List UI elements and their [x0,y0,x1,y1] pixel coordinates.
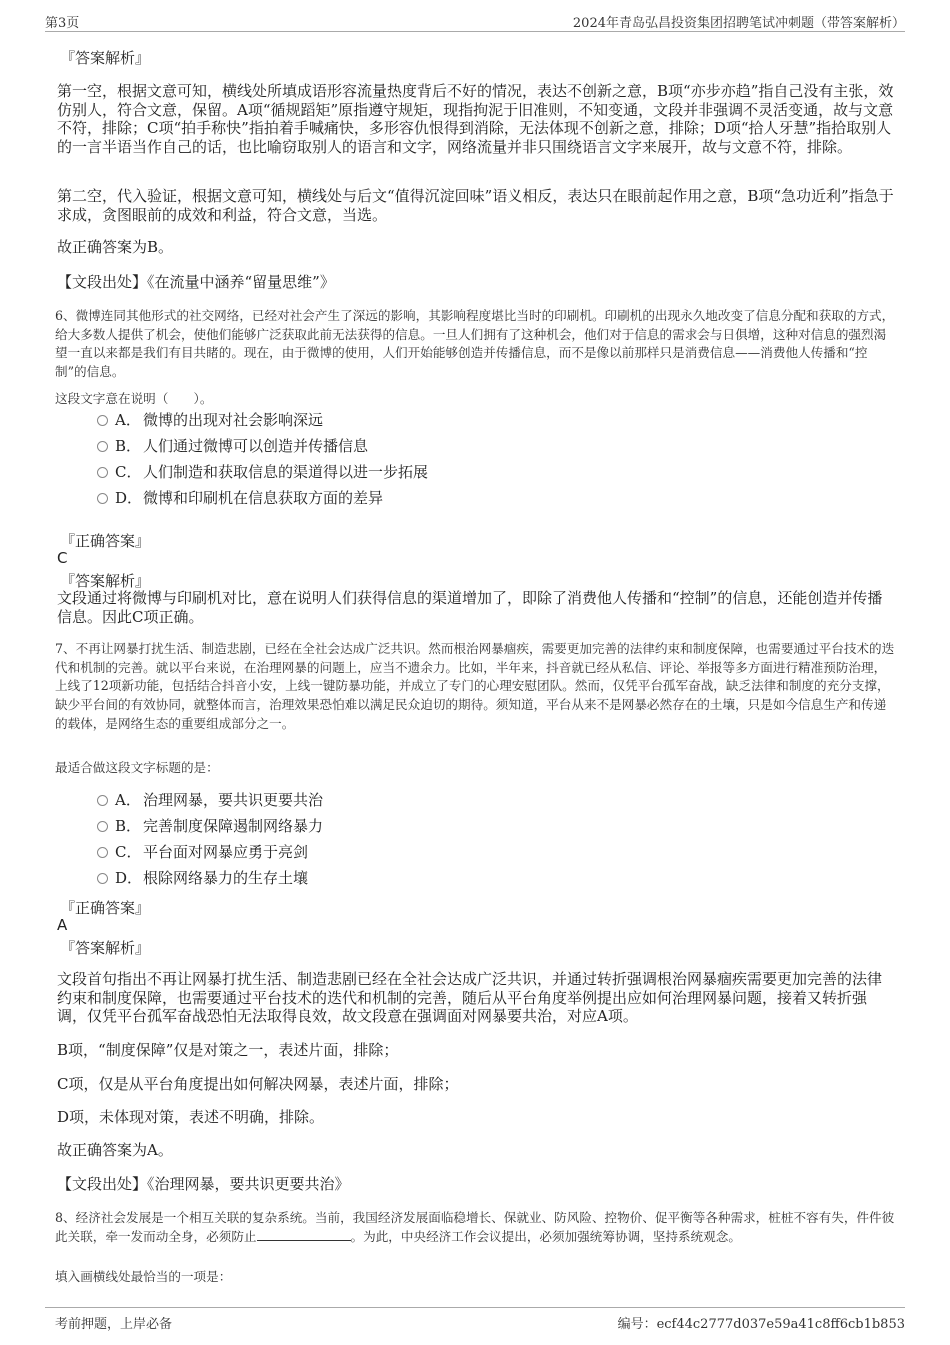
q8-passage-part1: 8、经济社会发展是一个相互关联的复杂系统。当前，我国经济发展面临稳增长、保就业、防风险、控物价、促平衡等各种需求，桩桩不容有失，件件彼此关联，牵一发而动全身，必须防止 [55,1210,895,1244]
option-letter: B． [115,817,142,835]
q6-option-b[interactable] [97,436,368,456]
option-text: 人们通过微博可以创造并传播信息 [143,437,369,455]
radio-icon[interactable] [97,441,108,452]
q7-option-a[interactable] [97,790,323,810]
q7-conclusion: 故正确答案为A。 [57,1141,173,1159]
footer-id: 编号：ecf44c2777d037e59a41c8ff6cb1b853 [617,1317,905,1332]
q5-conclusion: 故正确答案为B。 [57,238,174,256]
q5-source: 【文段出处】《在流量中涵养“留量思维”》 [57,273,335,291]
q7-answer: A [57,916,68,934]
option-text: 微博和印刷机在信息获取方面的差异 [143,489,384,507]
header-divider [45,31,905,32]
radio-icon[interactable] [97,493,108,504]
q6-answer: C [57,549,68,567]
option-text: 完善制度保障遏制网络暴力 [143,817,324,835]
option-text: 平台面对网暴应勇于亮剑 [143,843,309,861]
option-text: 治理网暴，要共识更要共治 [143,791,324,809]
q7-stem: 最适合做这段文字标题的是： [55,760,219,775]
option-letter: D． [115,869,143,887]
q6-option-a[interactable] [97,410,323,430]
option-letter: C． [115,463,142,481]
q6-option-c[interactable] [97,462,428,482]
option-letter: C． [115,843,142,861]
q5-analysis-label: 『答案解析』 [60,49,151,67]
q7-source: 【文段出处】《治理网暴，要共识更要共治》 [57,1175,350,1193]
q8-passage [55,1209,895,1246]
q7-analysis: 文段首句指出不再让网暴打扰生活、制造悲剧已经在全社会达成广泛共识，并通过转折强调根治网暴痼疾需要更加完善的法律约束和制度保障，也需要通过平台技术的迭代和机制的完善，随后从平台角度举例提出应如何治理网暴问题，接着又转折强调，仅凭平台孤军奋战恐怕无法取得良效，故文段意在强调面对网暴要共治，对应A项。 [57,970,883,1025]
q7-option-b[interactable] [97,816,323,836]
q7-option-c[interactable] [97,842,308,862]
q7-passage: 7、不再让网暴打扰生活、制造悲剧，已经在全社会达成广泛共识。然而根治网暴痼疾，需要更加完善的法律约束和制度保障，也需要通过平台技术的迭代和机制的完善。就以平台来说，在治理网暴的问题上，应当不遗余力。比如，半年来，抖音就已经从私信、评论、举报等多方面进行精准预防治理，上线了12项新功能，包括结合抖音小安，上线一键防暴功能，并成立了专门的心理安慰团队。然而，仅凭平台孤军奋战，缺乏法律和制度的充分支撑，缺少平台间的有效协同，就整体而言，治理效果恐怕难以满足民众迫切的期待。须知道，平台从来不是网暴必然存在的土壤，只是如今信息生产和传递的载体，是网络生态的重要组成部分之一。 [55,641,895,731]
option-text: 微博的出现对社会影响深远 [143,411,324,429]
radio-icon[interactable] [97,795,108,806]
fill-blank [257,1228,351,1241]
q6-analysis: 文段通过将微博与印刷机对比，意在说明人们获得信息的渠道增加了，即除了消费他人传播和“控制”的信息，还能创造并传播信息。因此C项正确。 [57,589,883,626]
radio-icon[interactable] [97,873,108,884]
document-title: 2024年青岛弘昌投资集团招聘笔试冲刺题（带答案解析） [572,16,905,31]
option-letter: A． [115,791,141,809]
radio-icon[interactable] [97,467,108,478]
q7-option-d[interactable] [97,868,308,888]
option-text: 根除网络暴力的生存土壤 [143,869,309,887]
q7-analysis-label: 『答案解析』 [60,939,151,957]
radio-icon[interactable] [97,847,108,858]
q5-analysis-para2: 第二空，代入验证，根据文意可知，横线处与后文“值得沉淀回味”语义相反，表达只在眼前起作用之意，B项“急功近利”指急于求成，贪图眼前的成效和利益，符合文意，当选。 [57,187,894,224]
q6-analysis-label: 『答案解析』 [60,572,151,590]
q6-stem: 这段文字意在说明（ ）。 [55,391,213,406]
q6-passage: 6、微博连同其他形式的社交网络，已经对社会产生了深远的影响，其影响程度堪比当时的印刷机。印刷机的出现永久地改变了信息分配和获取的方式，给大多数人提供了机会，使他们能够广泛获取此前无法获得的信息。一旦人们拥有了这种机会，他们对于信息的需求会与日俱增，这种对信息的强烈渴望一直以来都是我们有目共睹的。现在，由于微博的使用，人们开始能够创造并传播信息，而不是像以前那样只是消费信息——消费他人传播和“控制”的信息。 [55,308,895,380]
q7-analysis-b: B项，“制度保障”仅是对策之一，表述片面，排除； [57,1041,399,1059]
radio-icon[interactable] [97,821,108,832]
radio-icon[interactable] [97,415,108,426]
q7-correct-label: 『正确答案』 [60,899,151,917]
q7-analysis-d: D项，未体现对策，表述不明确，排除。 [57,1108,325,1126]
q8-stem: 填入画横线处最恰当的一项是： [55,1269,232,1284]
page-header [45,10,905,32]
q7-analysis-c: C项，仅是从平台角度提出如何解决网暴，表述片面，排除； [57,1075,459,1093]
option-letter: B． [115,437,142,455]
q6-correct-label: 『正确答案』 [60,532,151,550]
option-letter: D． [115,489,143,507]
q8-passage-part2: 。为此，中央经济工作会议提出，必须加强统筹协调，坚持系统观念。 [350,1228,741,1244]
option-text: 人们制造和获取信息的渠道得以进一步拓展 [143,463,429,481]
q6-option-d[interactable] [97,488,383,508]
option-letter: A． [115,411,141,429]
footer-slogan: 考前押题，上岸必备 [55,1317,173,1332]
q5-analysis-para1: 第一空，根据文意可知，横线处所填成语形容流量热度背后不好的情况，表达不创新之意，B项“亦步亦趋”指自己没有主张，效仿别人，符合文意，保留。A项“循规蹈矩”原指遵守规矩，现指拘泥于旧准则，不知变通，文段并非强调不灵活变通，故与文意不符，排除；C项“拍手称快”指拍着手喊痛快，多形容仇恨得到消除，无法体现不创新之意，排除；D项“拾人牙慧”指拾取别人的一言半语当作自己的话，也比喻窃取别人的语言和文字，网络流量并非只围绕语言文字来展开，故与文意不符，排除。 [57,82,894,156]
page-number: 第3页 [45,16,80,31]
footer-divider [45,1307,905,1308]
